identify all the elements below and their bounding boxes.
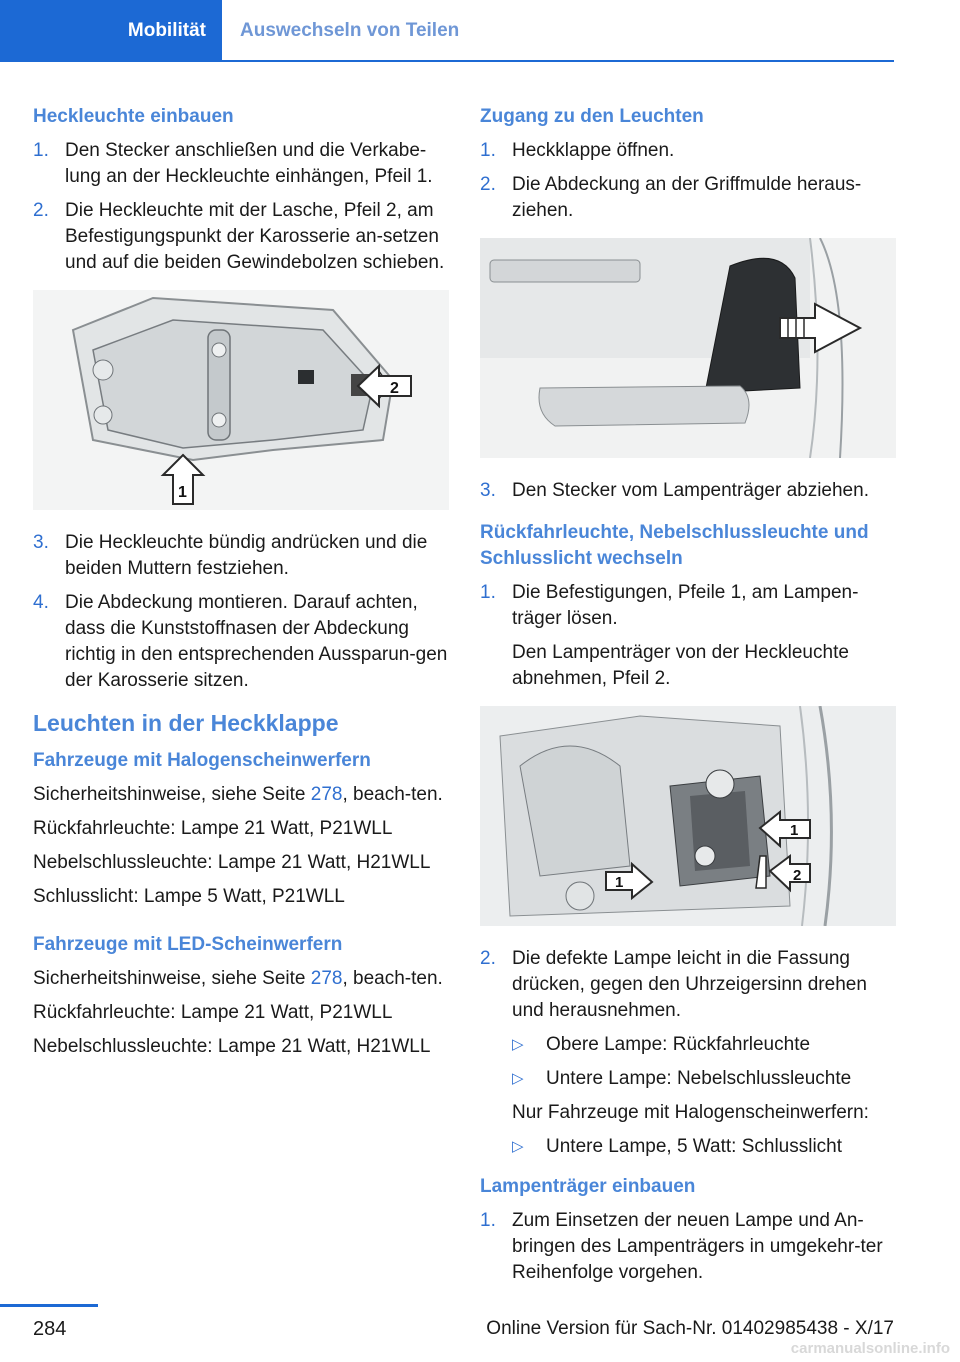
step-text: Den Stecker anschließen und die Verkabe-lung an der Heckleuchte einhängen, Pfeil 1.	[65, 140, 433, 187]
list-item	[512, 1134, 896, 1160]
change-step-1	[480, 580, 896, 692]
heading-lampentraeger-einbauen: Lampenträger einbauen	[480, 1176, 696, 1197]
section-title[interactable]: Auswechseln von Teilen	[240, 20, 460, 41]
figure-lamp-carrier	[480, 706, 896, 926]
figure-label-1-left: 1	[615, 874, 624, 891]
step-number: 4.	[33, 592, 49, 613]
list-item	[512, 1066, 896, 1092]
figure-label-1-right: 1	[790, 822, 799, 839]
triangle-bullet-icon: ▷	[512, 1070, 524, 1087]
heading-halogen: Fahrzeuge mit Halogenscheinwerfern	[33, 750, 371, 771]
lamp-spec: Rückfahrleuchte: Lampe 21 Watt, P21WLL	[33, 818, 393, 839]
footer-rule	[0, 1304, 98, 1307]
list-item	[480, 1208, 896, 1286]
list-item	[33, 138, 449, 190]
heading-zugang: Zugang zu den Leuchten	[480, 106, 704, 127]
lamp-spec: Rückfahrleuchte: Lampe 21 Watt, P21WLL	[33, 1002, 393, 1023]
access-steps	[480, 138, 896, 224]
step-number: 1.	[480, 1210, 496, 1231]
step-text: Die Abdeckung montieren. Darauf achten, dass die Kunststoffnasen der Abdeckung richtig in den entsprechenden Aussparun-gen der Karosserie sitzen.	[65, 592, 448, 691]
access-step-3	[480, 478, 896, 504]
step-number: 1.	[480, 582, 496, 603]
page-link-278[interactable]: 278	[310, 968, 343, 989]
install-steps-1	[33, 138, 449, 276]
halogen-note: Nur Fahrzeuge mit Halogenscheinwerfern:	[512, 1102, 869, 1123]
list-item	[480, 946, 896, 1160]
lamp-spec: Schlusslicht: Lampe 5 Watt, P21WLL	[33, 886, 345, 907]
list-item	[33, 198, 449, 276]
bullet-text: Untere Lampe, 5 Watt: Schlusslicht	[546, 1136, 843, 1157]
step-subtext: Den Lampenträger von der Heckleuchte abnehmen, Pfeil 2.	[512, 642, 849, 689]
step-number: 3.	[33, 532, 49, 553]
list-item	[480, 478, 896, 504]
list-item	[480, 580, 896, 692]
left-column	[33, 104, 449, 1068]
install-steps-2	[33, 530, 449, 694]
right-column	[480, 104, 896, 1294]
step-number: 1.	[480, 140, 496, 161]
figure-tail-light-housing	[33, 290, 449, 510]
step-text: Die Befestigungen, Pfeile 1, am Lampen-träger lösen.	[512, 582, 859, 629]
triangle-bullet-icon: ▷	[512, 1036, 524, 1053]
step-text: Die Abdeckung an der Griffmulde heraus-ziehen.	[512, 174, 862, 221]
step-text: Die Heckleuchte bündig andrücken und die beiden Muttern festziehen.	[65, 532, 428, 579]
list-item	[33, 530, 449, 582]
figure-label-2-right: 2	[793, 867, 802, 884]
lamp-bullets	[512, 1032, 896, 1092]
heading-change-lamps: Rückfahrleuchte, Nebelschlussleuchte und Schlusslicht wechseln	[480, 522, 869, 569]
page-link-278[interactable]: 278	[310, 784, 343, 805]
install-carrier-steps	[480, 1208, 896, 1286]
page-number: 284	[33, 1318, 67, 1340]
safety-text-end: , beach-ten.	[342, 784, 443, 805]
lamp-spec: Nebelschlussleuchte: Lampe 21 Watt, H21WLL	[33, 1036, 431, 1057]
heading-leuchten-heckklappe: Leuchten in der Heckklappe	[33, 710, 339, 736]
list-item	[480, 172, 896, 224]
bullet-text: Untere Lampe: Nebelschlussleuchte	[546, 1068, 852, 1089]
list-item	[480, 138, 896, 164]
change-step-2	[480, 946, 896, 1160]
step-text: Die defekte Lampe leicht in die Fassung drücken, gegen den Uhrzeigersinn drehen und herausnehmen.	[512, 948, 867, 1021]
step-number: 2.	[33, 200, 49, 221]
step-number: 2.	[480, 948, 496, 969]
figure-label-1: 1	[178, 484, 187, 501]
heading-heckleuchte-einbauen: Heckleuchte einbauen	[33, 106, 234, 127]
step-text: Zum Einsetzen der neuen Lampe und An-bringen des Lampenträgers in umgekehr-ter Reihenfolge vorgehen.	[512, 1210, 883, 1283]
step-number: 2.	[480, 174, 496, 195]
heading-led: Fahrzeuge mit LED-Scheinwerfern	[33, 934, 343, 955]
list-item	[512, 1032, 896, 1058]
step-number: 3.	[480, 480, 496, 501]
lamp-bullets-2	[512, 1134, 896, 1160]
step-number: 1.	[33, 140, 49, 161]
safety-text: Sicherheitshinweise, siehe Seite	[33, 784, 311, 805]
step-text: Heckklappe öffnen.	[512, 140, 675, 161]
page-header	[0, 0, 960, 62]
watermark: carmanualsonline.info	[790, 1340, 950, 1357]
bullet-text: Obere Lampe: Rückfahrleuchte	[546, 1034, 811, 1055]
triangle-bullet-icon: ▷	[512, 1138, 524, 1155]
chapter-tab[interactable]: Mobilität	[127, 20, 206, 41]
online-version-note: Online Version für Sach-Nr. 01402985438 - X/17	[486, 1318, 894, 1339]
figure-label-2: 2	[390, 380, 399, 397]
safety-note-halogen	[33, 782, 449, 808]
step-text: Den Stecker vom Lampenträger abziehen.	[512, 480, 869, 501]
list-item	[33, 590, 449, 694]
figure-cover-handle	[480, 238, 896, 458]
lamp-spec: Nebelschlussleuchte: Lampe 21 Watt, H21WLL	[33, 852, 431, 873]
safety-text: Sicherheitshinweise, siehe Seite	[33, 968, 311, 989]
safety-note-led	[33, 966, 449, 992]
safety-text-end: , beach-ten.	[342, 968, 443, 989]
step-text: Die Heckleuchte mit der Lasche, Pfeil 2, am Befestigungspunkt der Karosserie an-setzen und auf die beiden Gewindebolzen schieben.	[65, 200, 445, 273]
